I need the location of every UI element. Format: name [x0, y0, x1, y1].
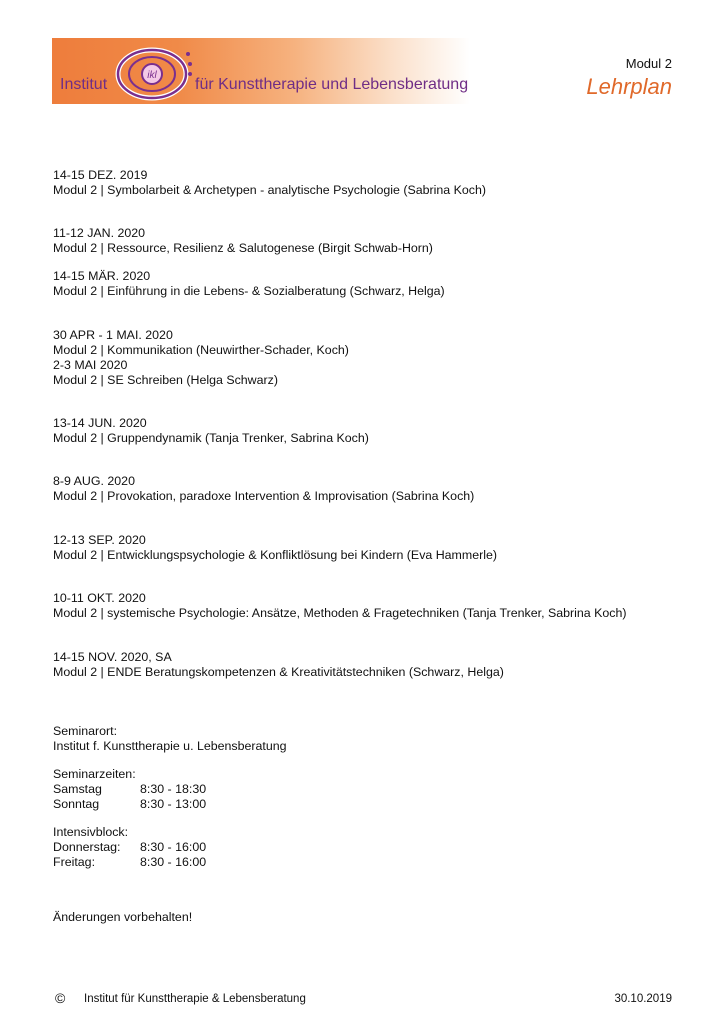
entry-course: Modul 2 | ENDE Beratungskompetenzen & Kreativitätstechniken (Schwarz, Helga): [53, 665, 504, 679]
copyright-icon: ©: [55, 990, 66, 1006]
schedule-entry: [53, 416, 369, 446]
seminar-times: [53, 767, 206, 812]
intensive-block: [53, 825, 206, 870]
entry-date: 12-13 SEP. 2020: [53, 533, 146, 547]
banner-text-right: für Kunsttherapie und Lebensberatung: [195, 76, 469, 93]
schedule-entry: [53, 168, 486, 198]
entry-date: 2-3 MAI 2020: [53, 358, 128, 372]
changes-note: Änderungen vorbehalten!: [53, 910, 193, 924]
schedule-entry: [53, 328, 349, 388]
entry-date: 11-12 JAN. 2020: [53, 226, 146, 240]
day-label: Sonntag: [53, 797, 100, 811]
day-label: Samstag: [53, 782, 102, 796]
schedule-entry: [53, 591, 627, 621]
intensive-time-row: [53, 855, 206, 870]
entry-date: 14-15 NOV. 2020, SA: [53, 650, 172, 664]
entry-course: Modul 2 | Entwicklungspsychologie & Konfliktlösung bei Kindern (Eva Hammerle): [53, 548, 497, 562]
entry-course: Modul 2 | Gruppendynamik (Tanja Trenker, Sabrina Koch): [53, 431, 369, 445]
seminar-time-row: [53, 782, 206, 797]
entry-course: Modul 2 | Kommunikation (Neuwirther-Schader, Koch): [53, 343, 349, 357]
banner-text-left: Institut: [60, 76, 108, 93]
module-label: Modul 2: [625, 56, 672, 71]
time-value: 8:30 - 16:00: [140, 855, 207, 869]
footer-date: 30.10.2019: [614, 993, 672, 1005]
entry-date: 13-14 JUN. 2020: [53, 416, 147, 430]
seminar-location-label: Seminarort:: [53, 724, 118, 738]
time-value: 8:30 - 18:30: [140, 782, 207, 796]
entry-course: Modul 2 | Symbolarbeit & Archetypen - analytische Psychologie (Sabrina Koch): [53, 183, 486, 197]
entry-date: 8-9 AUG. 2020: [53, 474, 135, 488]
schedule-entry: [53, 474, 474, 504]
schedule-entry: [53, 533, 497, 563]
entry-date: 14-15 DEZ. 2019: [53, 168, 148, 182]
institute-logo: [112, 44, 198, 104]
seminar-time-row: [53, 797, 206, 812]
entry-course: Modul 2 | Ressource, Resilienz & Salutogenese (Birgit Schwab-Horn): [53, 241, 433, 255]
entry-date: 10-11 OKT. 2020: [53, 591, 146, 605]
day-label: Freitag:: [53, 855, 96, 869]
time-value: 8:30 - 13:00: [140, 797, 207, 811]
schedule-entry: [53, 269, 445, 299]
day-label: Donnerstag:: [53, 840, 121, 854]
entry-course: Modul 2 | SE Schreiben (Helga Schwarz): [53, 373, 278, 387]
schedule-entry: [53, 226, 433, 256]
document-title: Lehrplan: [586, 74, 672, 99]
seminar-location-value: Institut f. Kunsttherapie u. Lebensberatung: [53, 739, 287, 753]
entry-date: 30 APR - 1 MAI. 2020: [53, 328, 173, 342]
entry-course: Modul 2 | systemische Psychologie: Ansätze, Methoden & Fragetechniken (Tanja Trenker, Sabrina Koch): [53, 606, 627, 620]
entry-course: Modul 2 | Provokation, paradoxe Intervention & Improvisation (Sabrina Koch): [53, 489, 475, 503]
time-value: 8:30 - 16:00: [140, 840, 207, 854]
institute-banner: [52, 38, 470, 104]
entry-date: 14-15 MÄR. 2020: [53, 269, 151, 283]
entry-course: Modul 2 | Einführung in die Lebens- & Sozialberatung (Schwarz, Helga): [53, 284, 445, 298]
intensive-time-row: [53, 840, 206, 855]
seminar-location: [53, 724, 287, 754]
logo-text: ikl: [147, 70, 157, 81]
seminar-times-label: Seminarzeiten:: [53, 767, 136, 781]
intensive-block-label: Intensivblock:: [53, 825, 129, 839]
schedule-entry: [53, 650, 504, 680]
footer-institute: Institut für Kunsttherapie & Lebensberatung: [84, 993, 306, 1005]
